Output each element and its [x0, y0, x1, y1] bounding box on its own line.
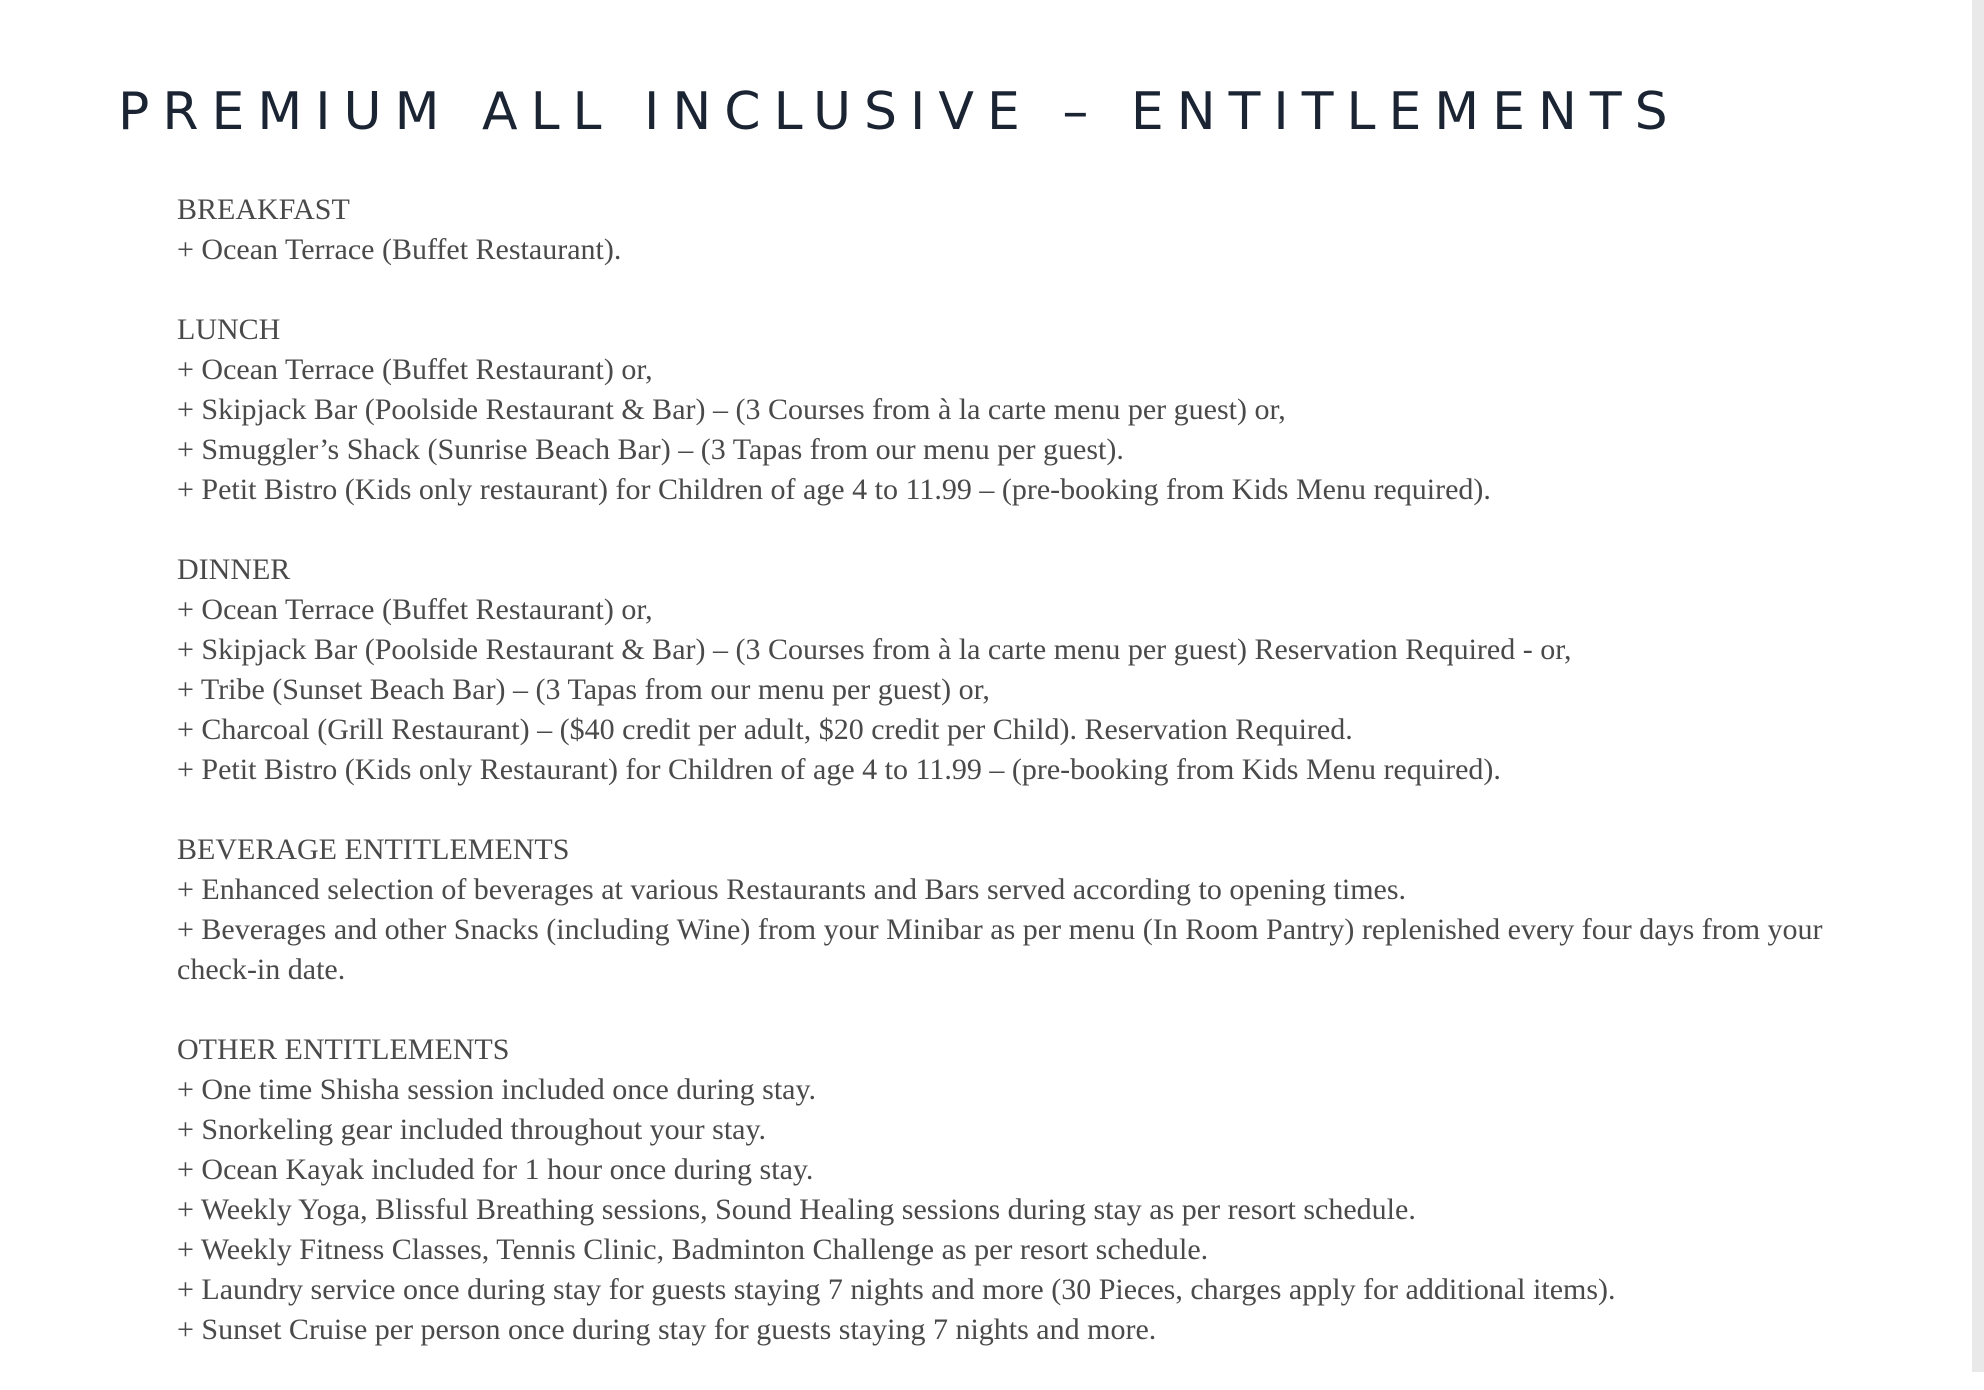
list-item: + Sunset Cruise per person once during stay for guests staying 7 nights and more. [177, 1313, 1157, 1346]
list-item: + Skipjack Bar (Poolside Restaurant & Bar) – (3 Courses from à la carte menu per guest) or, [177, 393, 1286, 426]
list-item: + Ocean Kayak included for 1 hour once during stay. [177, 1153, 814, 1186]
list-item: + Ocean Terrace (Buffet Restaurant). [177, 233, 622, 266]
list-item: + Snorkeling gear included throughout your stay. [177, 1113, 767, 1146]
entitlements-content [177, 190, 1897, 1390]
page-title: PREMIUM ALL INCLUSIVE – ENTITLEMENTS [118, 82, 1681, 142]
list-item: + One time Shisha session included once during stay. [177, 1073, 817, 1106]
list-item: + Skipjack Bar (Poolside Restaurant & Bar) – (3 Courses from à la carte menu per guest) Reservation Required - or, [177, 633, 1572, 666]
list-item: + Ocean Terrace (Buffet Restaurant) or, [177, 593, 653, 626]
list-item: + Ocean Terrace (Buffet Restaurant) or, [177, 353, 653, 386]
list-item: + Beverages and other Snacks (including Wine) from your Minibar as per menu (In Room Pantry) replenished every four days from your check-in date. [177, 913, 1823, 986]
section-beverage-entitlements [177, 830, 1897, 990]
list-item: + Laundry service once during stay for guests staying 7 nights and more (30 Pieces, charges apply for additional items). [177, 1273, 1616, 1306]
list-item: + Smuggler’s Shack (Sunrise Beach Bar) – (3 Tapas from our menu per guest). [177, 433, 1124, 466]
list-item: + Tribe (Sunset Beach Bar) – (3 Tapas from our menu per guest) or, [177, 673, 990, 706]
list-item: + Petit Bistro (Kids only restaurant) for Children of age 4 to 11.99 – (pre-booking from Kids Menu required). [177, 473, 1491, 506]
page-edge [1972, 0, 1984, 1372]
list-item: + Petit Bistro (Kids only Restaurant) for Children of age 4 to 11.99 – (pre-booking from Kids Menu required). [177, 753, 1501, 786]
list-item: + Weekly Fitness Classes, Tennis Clinic, Badminton Challenge as per resort schedule. [177, 1233, 1209, 1266]
list-item: + Enhanced selection of beverages at various Restaurants and Bars served according to opening times. [177, 873, 1407, 906]
section-heading: DINNER [177, 553, 291, 586]
section-lunch [177, 310, 1897, 510]
list-item: + Charcoal (Grill Restaurant) – ($40 credit per adult, $20 credit per Child). Reservation Required. [177, 713, 1353, 746]
section-heading: LUNCH [177, 313, 281, 346]
section-breakfast [177, 190, 1897, 270]
section-other-entitlements [177, 1030, 1897, 1350]
list-item: + Weekly Yoga, Blissful Breathing sessions, Sound Healing sessions during stay as per resort schedule. [177, 1193, 1416, 1226]
section-heading: BEVERAGE ENTITLEMENTS [177, 833, 570, 866]
section-heading: OTHER ENTITLEMENTS [177, 1033, 510, 1066]
section-dinner [177, 550, 1897, 790]
section-heading: BREAKFAST [177, 193, 350, 226]
